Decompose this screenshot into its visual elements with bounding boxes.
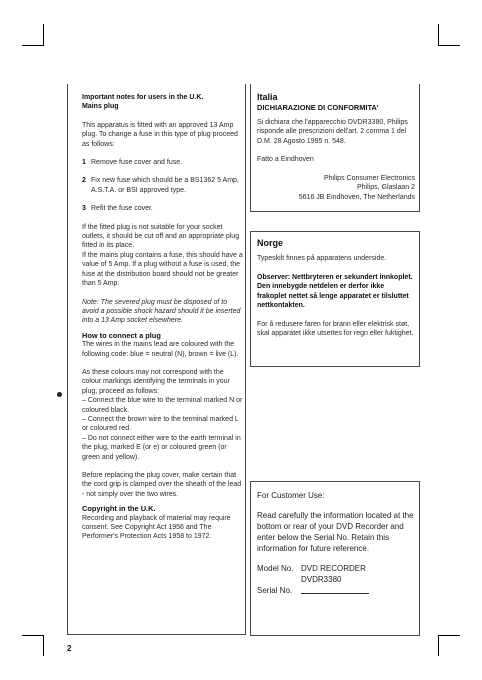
uk-notes-column [67, 84, 246, 635]
crop-mark-top-left-v [43, 24, 44, 45]
step-3 [82, 204, 244, 213]
cord-grip-text: Before replacing the plug cover, make certain that the cord grip is clamped over the sheath of the lead - not simply over the two wires. [82, 472, 242, 498]
step-1 [82, 158, 244, 167]
colour-warning-text: As these colours may not correspond with the colour markings identifying the terminals in your plug, proceed as follows: [82, 368, 230, 395]
customer-use-box [250, 481, 420, 636]
connect-plug-title: How to connect a plug [82, 330, 161, 340]
step-text: Fix new fuse which should be a BS1362 5 Amp, A.S.T.A. or BSI approved type. [91, 177, 239, 194]
italia-subtitle: DICHIARAZIONE DI CONFORMITA' [257, 103, 379, 112]
model-value-line-2: DVDR3380 [301, 575, 342, 584]
norge-warning: Observer: Nettbryteren er sekundert innkoplet. Den innebygde netdelen er derfor ikke frakoplet nettet så lenge apparatet er tilsluttet nettkontakten. [257, 273, 413, 309]
serial-row [257, 585, 415, 596]
norge-title: Norge [257, 238, 284, 248]
serial-label: Serial No. [257, 586, 293, 595]
unsuitable-plug-text: If the fitted plug is not suitable for your socket outlets, it should be cut off and an appropriate plug fitted in its place. [82, 223, 240, 250]
italia-address-line-2: Philips, Glaslaan 2 [357, 184, 415, 191]
italia-address-line-3: 5616 JB Eindhoven, The Netherlands [298, 193, 415, 201]
norge-box [250, 231, 420, 367]
norge-text-2: For å redusere faren for brann eller elektrisk støt, skal apparatet ikke utsettes for regn eller fuktighet. [257, 320, 414, 337]
model-label: Model No. [257, 564, 294, 573]
dash-instruction-3: – Do not connect either wire to the earth terminal in the plug, marked E (or e) or coloured green (or green and yellow). [82, 434, 241, 461]
fuse-value-text: If the mains plug contains a fuse, this should have a value of 5 Amp. If a plug without a fuse is used, the fuse at the distribution board should not be greater than 5 Amp. [82, 251, 243, 288]
crop-mark-bottom-left-h [22, 635, 44, 636]
model-value-line-1: DVD RECORDER [301, 564, 366, 573]
model-row [257, 563, 415, 585]
italia-address-line-1: Philips Consumer Electronics [323, 174, 415, 182]
crop-mark-top-right-v [438, 24, 439, 45]
model-value [301, 563, 366, 585]
crop-mark-bottom-left-v [43, 635, 44, 656]
italia-box [250, 84, 420, 212]
serial-number-field[interactable] [301, 585, 369, 594]
step-number: 1 [82, 159, 86, 167]
severed-plug-note: Note: The severed plug must be disposed of to avoid a possible shock hazard should it be inserted into a 13 Amp socket elsewhere. [82, 298, 241, 325]
italia-text: Si dichiara che l'apparecchio DVDR3380, Philips risponde alle prescrizioni dell'art. 2 comma 1 del D.M. 28 Agosto 1995 n. 548. [257, 118, 408, 145]
crop-mark-top-left-h [22, 45, 44, 46]
crop-mark-bottom-right-h [438, 635, 460, 636]
copyright-text: Recording and playback of material may require consent. See Copyright Act 1956 and The Performer's Protection Acts 1958 to 1972. [82, 514, 231, 541]
intro-text: This apparatus is fitted with an approved 13 Amp plug. To change a fuse in this type of plug proceed as follows: [82, 121, 238, 148]
connect-plug-text: The wires in the mains lead are coloured with the following code: blue = neutral (N), brown = live (L). [82, 341, 239, 358]
step-number: 2 [82, 177, 86, 185]
copyright-title: Copyright in the U.K. [82, 504, 156, 514]
italia-place: Fatto a Eindhoven [257, 156, 314, 163]
italia-title: Italia [257, 92, 278, 102]
customer-title: For Customer Use: [257, 491, 325, 500]
crop-mark-bottom-right-v [438, 635, 439, 656]
step-text: Refit the fuse cover. [91, 205, 153, 213]
mains-plug-title: Mains plug [82, 103, 119, 111]
crop-mark-top-right-h [438, 45, 460, 46]
step-text: Remove fuse cover and fuse. [91, 159, 183, 167]
step-2 [82, 176, 244, 195]
dash-instruction-1: – Connect the blue wire to the terminal marked N or coloured black. [82, 397, 243, 414]
step-number: 3 [82, 205, 86, 213]
customer-text: Read carefully the information located at the bottom or rear of your DVD Recorder and enter below the Serial No. Retain this information for future reference. [257, 511, 414, 553]
norge-text-1: Typeskilt finnes på apparatens underside. [257, 255, 387, 262]
important-notes-title: Important notes for users in the U.K. [82, 94, 204, 101]
page-number: 2 [67, 644, 72, 653]
dash-instruction-2: – Connect the brown wire to the terminal marked L or coloured red. [82, 415, 239, 433]
bullet-icon [57, 392, 62, 397]
